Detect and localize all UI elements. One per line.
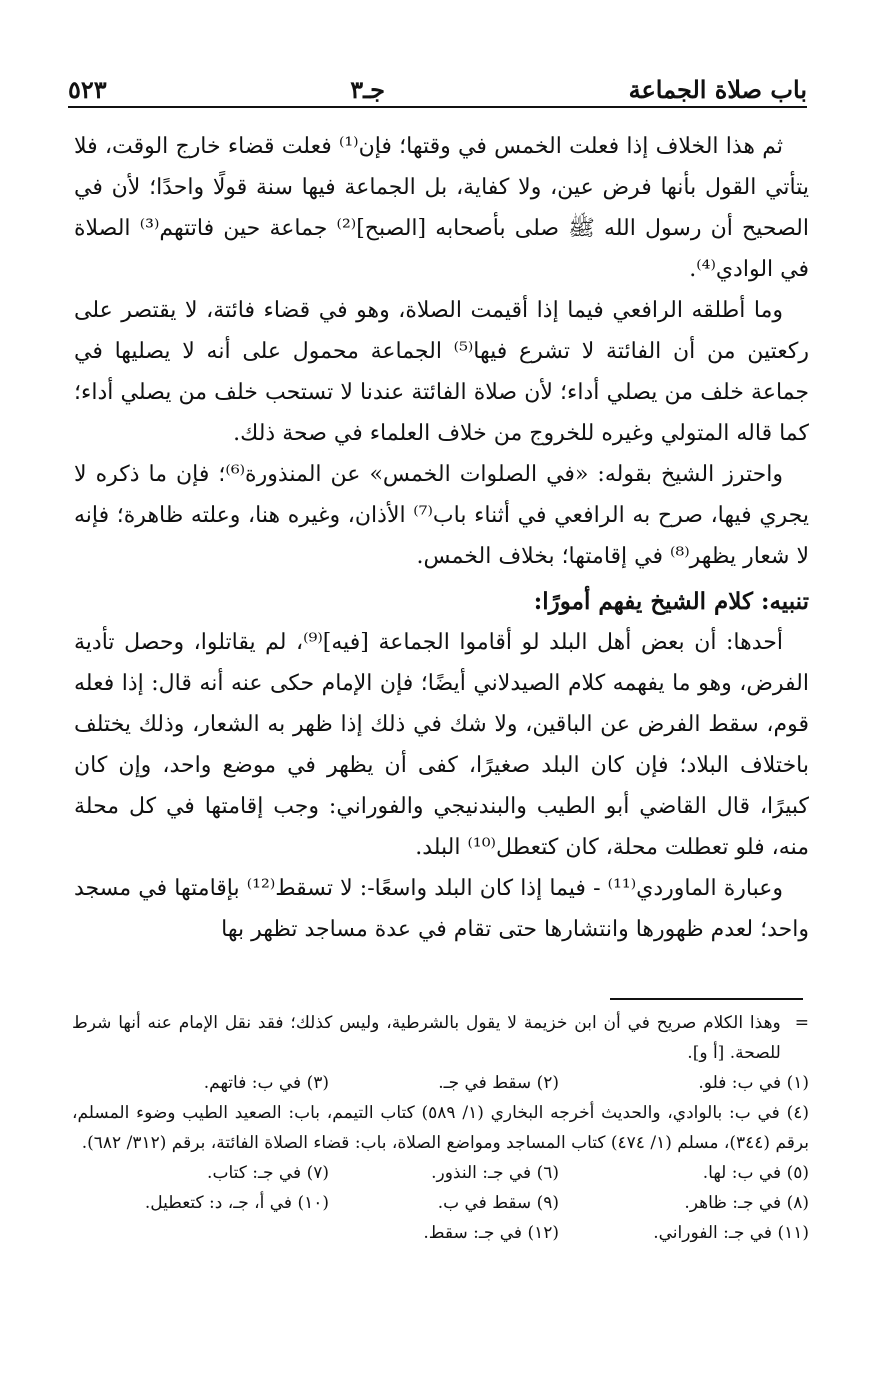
footnote-row bbox=[72, 1158, 809, 1188]
footnote: (٤) في ب: بالوادي، والحديث أخرجه البخاري (١/ ٥٨٩) كتاب التيمم، باب: الصعيد الطيب وضوء المسلم، برقم (٣٤٤)، مسلم (١/ ٤٧٤) كتاب المساجد ومواضع الصلاة، باب: قضاء الصلاة الفائتة، برقم (٣١٢/ ٦٨٢). bbox=[72, 1103, 809, 1153]
footnote: (٢) سقط في جـ. bbox=[438, 1073, 559, 1093]
footnote-text: وهذا الكلام صريح في أن ابن خزيمة لا يقول بالشرطية، وليس كذلك؛ فقد نقل الإمام عنه أنها شرط للصحة. [أ و]. bbox=[72, 1013, 781, 1063]
paragraph: وما أطلقه الرافعي فيما إذا أقيمت الصلاة، وهو في قضاء فائتة، لا يقتصر على ركعتين من أن الفائتة لا تشرع فيها⁽⁵⁾ الجماعة محمول على أنه لا يصليها في جماعة خلف من يصلي أداء؛ لأن صلاة الفائتة عندنا لا تستحب خلف من يصلي أداء؛ كما قاله المتولي وغيره للخروج من خلاف العلماء في صحة ذلك. bbox=[74, 298, 809, 446]
footnote-divider bbox=[610, 998, 803, 1000]
footnote: (٥) في ب: لها. bbox=[702, 1163, 809, 1183]
section-heading: تنبيه: كلام الشيخ يفهم أمورًا: bbox=[533, 588, 809, 615]
footnote: (١٢) في جـ: سقط. bbox=[423, 1223, 559, 1243]
footnote-row bbox=[72, 1188, 809, 1218]
footnote: (٦) في جـ: النذور. bbox=[431, 1163, 559, 1183]
header-divider bbox=[68, 106, 807, 108]
footnote-row bbox=[72, 1218, 809, 1248]
footnote: (٧) في جـ: كتاب. bbox=[207, 1163, 329, 1183]
page-header bbox=[68, 62, 807, 102]
footnote: (١٠) في أ، جـ، د: كتعطيل. bbox=[144, 1193, 329, 1213]
footnote: (٣) في ب: فاتهم. bbox=[203, 1073, 329, 1093]
main-text bbox=[74, 126, 809, 950]
footnote: (٨) في جـ: ظاهر. bbox=[684, 1193, 809, 1213]
footnote-row bbox=[72, 1068, 809, 1098]
footnote-continuation bbox=[72, 1008, 809, 1068]
paragraph: أحدها: أن بعض أهل البلد لو أقاموا الجماعة [فيه]⁽⁹⁾، لم يقاتلوا، وحصل تأدية الفرض، وهو ما يفهمه كلام الصيدلاني أيضًا؛ فإن الإمام حكى عنه أنه قال: إذا فعله قوم، سقط الفرض عن الباقين، ولا شك في ذلك إذا ظهر به الشعار، وذلك يختلف باختلاف البلاد؛ فإن كان البلد صغيرًا، كفى أن يظهر في موضع واحد، وإن كان كبيرًا، قال القاضي أبو الطيب والبندنيجي والفوراني: وجب إقامتها في كل محلة منه، فلو تعطلت محلة، كان كتعطل⁽¹⁰⁾ البلد. bbox=[74, 630, 809, 860]
footnote: (٩) سقط في ب. bbox=[437, 1193, 559, 1213]
footnotes bbox=[72, 1008, 809, 1248]
footnote: (١) في ب: فلو. bbox=[698, 1073, 809, 1093]
chapter-title: باب صلاة الجماعة bbox=[628, 75, 807, 104]
paragraph: واحترز الشيخ بقوله: «في الصلوات الخمس» عن المنذورة⁽⁶⁾؛ فإن ما ذكره لا يجري فيها، صرح به الرافعي في أثناء باب⁽⁷⁾ الأذان، وغيره هنا، وعلته ظاهرة؛ فإنه لا شعار يظهر⁽⁸⁾ في إقامتها؛ بخلاف الخمس. bbox=[74, 462, 809, 569]
page-number: ٥٢٣ bbox=[68, 75, 107, 104]
footnote: (١١) في جـ: الفوراني. bbox=[653, 1223, 809, 1243]
paragraph: وعبارة الماوردي⁽¹¹⁾ - فيما إذا كان البلد واسعًا-: لا تسقط⁽¹²⁾ بإقامتها في مسجد واحد؛ لعدم ظهورها وانتشارها حتى تقام في عدة مساجد تظهر بها bbox=[74, 876, 809, 942]
paragraph: ثم هذا الخلاف إذا فعلت الخمس في وقتها؛ فإن⁽¹⁾ فعلت قضاء خارج الوقت، فلا يتأتي القول بأنها فرض عين، ولا كفاية، بل الجماعة فيها سنة قولًا واحدًا؛ لأن في الصحيح أن رسول الله ﷺ صلى بأصحابه [الصبح]⁽²⁾ جماعة حين فاتتهم⁽³⁾ الصلاة في الوادي⁽⁴⁾. bbox=[74, 134, 809, 282]
continuation-mark: = bbox=[794, 1013, 809, 1033]
volume-label: جـ٣ bbox=[350, 75, 386, 104]
